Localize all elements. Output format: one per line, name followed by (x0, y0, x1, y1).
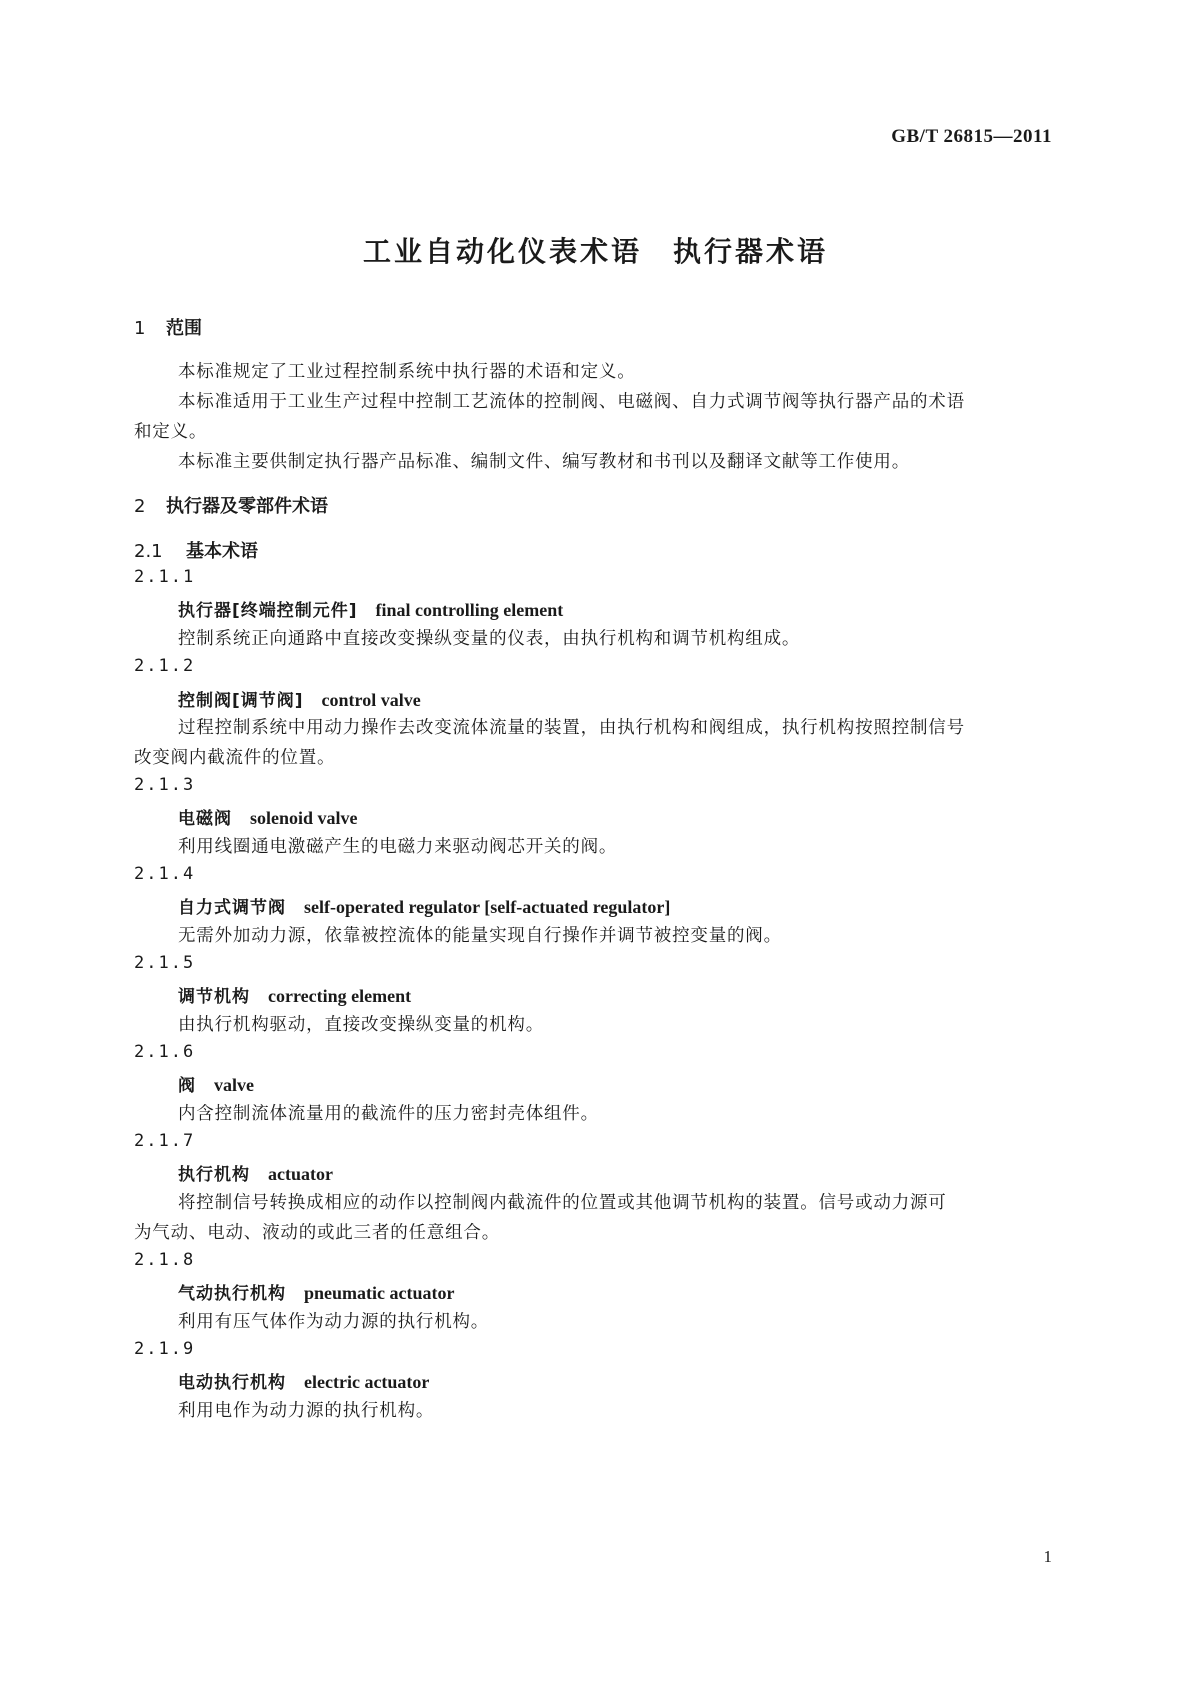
section-1-heading (134, 314, 202, 340)
term-definition: 利用有压气体作为动力源的执行机构。 (178, 1312, 490, 1332)
paragraph: 本标准规定了工业过程控制系统中执行器的术语和定义。 (178, 362, 636, 382)
term-entry (178, 1071, 254, 1096)
clause-number: 2.1.9 (134, 1339, 196, 1359)
clause-number: 2.1.4 (134, 864, 196, 884)
section-number: 1 (134, 318, 146, 339)
term-definition: 无需外加动力源，依靠被控流体的能量实现自行操作并调节被控变量的阀。 (178, 926, 782, 946)
term-en: self-operated regulator [self-actuated regulator] (304, 897, 671, 917)
section-number: 2 (134, 496, 146, 517)
term-zh: 调节机构 (178, 987, 250, 1007)
term-entry (178, 804, 358, 829)
term-zh: 气动执行机构 (178, 1284, 286, 1304)
paragraph: 本标准主要供制定执行器产品标准、编制文件、编写教材和书刊以及翻译文献等工作使用。 (178, 452, 910, 472)
term-entry (178, 1279, 454, 1304)
standard-number: GB/T 26815—2011 (891, 126, 1052, 147)
paragraph: 本标准适用于工业生产过程中控制工艺流体的控制阀、电磁阀、自力式调节阀等执行器产品的术语 (178, 392, 965, 412)
term-definition-continuation: 为气动、电动、液动的或此三者的任意组合。 (134, 1223, 500, 1243)
document-title: 工业自动化仪表术语 执行器术语 (362, 235, 828, 268)
term-en: electric actuator (304, 1372, 430, 1392)
term-en: pneumatic actuator (304, 1283, 455, 1303)
term-en: final controlling element (375, 600, 564, 620)
term-entry (178, 893, 670, 918)
clause-number: 2.1.7 (134, 1131, 196, 1151)
term-zh: 执行器[终端控制元件] (178, 601, 358, 621)
term-definition: 内含控制流体流量用的截流件的压力密封壳体组件。 (178, 1104, 599, 1124)
term-entry (178, 686, 421, 711)
term-en: correcting element (268, 986, 412, 1006)
term-zh: 电磁阀 (178, 809, 232, 829)
subsection-number: 2.1 (134, 541, 163, 562)
term-en: actuator (268, 1164, 333, 1184)
clause-number: 2.1.6 (134, 1042, 196, 1062)
clause-number: 2.1.3 (134, 775, 196, 795)
term-definition: 过程控制系统中用动力操作去改变流体流量的装置，由执行机构和阀组成，执行机构按照控制信号 (178, 718, 965, 738)
term-zh: 控制阀[调节阀] (178, 691, 304, 711)
term-en: control valve (321, 690, 421, 710)
term-zh: 自力式调节阀 (178, 898, 286, 918)
term-zh: 阀 (178, 1076, 196, 1096)
subsection-title: 基本术语 (186, 541, 258, 562)
term-zh: 电动执行机构 (178, 1373, 286, 1393)
term-definition: 由执行机构驱动，直接改变操纵变量的机构。 (178, 1015, 544, 1035)
term-definition: 利用电作为动力源的执行机构。 (178, 1401, 435, 1421)
clause-number: 2.1.8 (134, 1250, 196, 1270)
section-2-heading (134, 492, 328, 518)
clause-number: 2.1.1 (134, 567, 196, 587)
term-definition: 控制系统正向通路中直接改变操纵变量的仪表，由执行机构和调节机构组成。 (178, 629, 801, 649)
clause-number: 2.1.5 (134, 953, 196, 973)
clause-number: 2.1.2 (134, 656, 196, 676)
term-entry (178, 1368, 429, 1393)
term-en: valve (214, 1075, 254, 1095)
section-title: 范围 (166, 318, 202, 339)
term-definition: 将控制信号转换成相应的动作以控制阀内截流件的位置或其他调节机构的装置。信号或动力源可 (178, 1193, 947, 1213)
paragraph-continuation: 和定义。 (134, 422, 208, 442)
term-entry (178, 596, 563, 621)
subsection-2-1-heading (134, 537, 258, 563)
term-definition-continuation: 改变阀内截流件的位置。 (134, 748, 336, 768)
term-zh: 执行机构 (178, 1165, 250, 1185)
term-definition: 利用线圈通电激磁产生的电磁力来驱动阀芯开关的阀。 (178, 837, 618, 857)
term-en: solenoid valve (250, 808, 358, 828)
section-title: 执行器及零部件术语 (166, 496, 328, 517)
page-number: 1 (1043, 1547, 1052, 1566)
term-entry (178, 982, 411, 1007)
term-entry (178, 1160, 333, 1185)
